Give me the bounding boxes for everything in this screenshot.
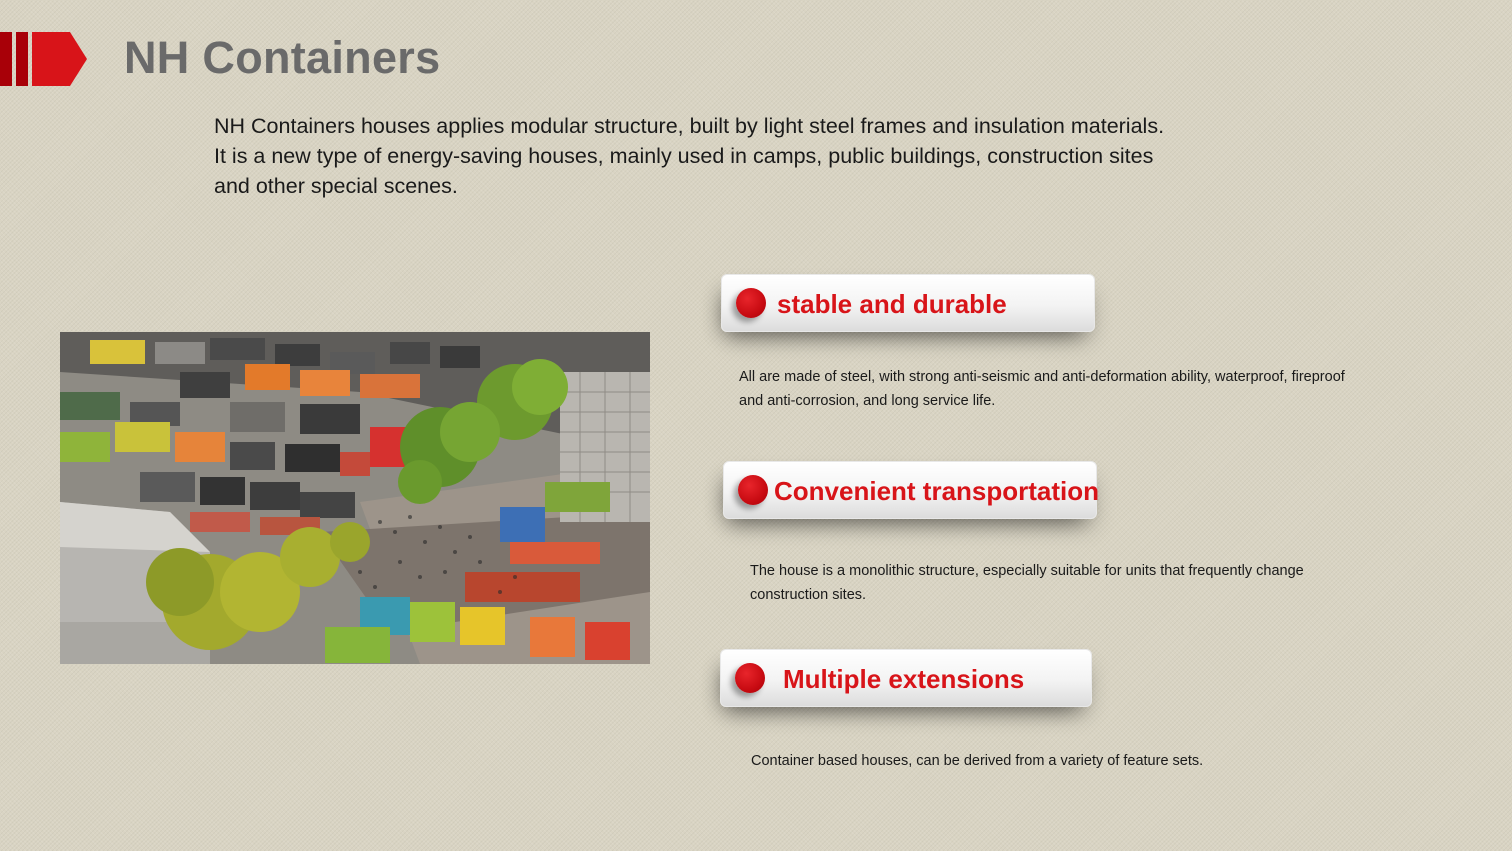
description-line: and anti-corrosion, and long service life. — [739, 393, 996, 409]
container-park-photo — [60, 332, 650, 664]
feature-description — [750, 559, 1410, 607]
feature-title: Multiple extensions — [783, 664, 1025, 694]
description-line: All are made of steel, with strong anti-seismic and anti-deformation ability, waterproof, fireproof — [739, 369, 1345, 385]
bullet-dot-icon — [736, 288, 766, 318]
feature-description — [751, 749, 1411, 773]
intro-line: and other special scenes. — [214, 174, 458, 198]
feature-description — [739, 365, 1439, 413]
intro-line: NH Containers houses applies modular structure, built by light steel frames and insulation materials. — [214, 114, 1165, 138]
intro-paragraph — [214, 111, 1274, 201]
bullet-dot-icon — [735, 663, 765, 693]
feature-pill-multiple-extensions — [720, 649, 1092, 707]
bullet-dot-icon — [738, 475, 768, 505]
feature-pill-stable-durable — [721, 274, 1095, 332]
description-line: Container based houses, can be derived from a variety of feature sets. — [751, 753, 1204, 769]
description-line: construction sites. — [750, 587, 867, 603]
feature-title: stable and durable — [777, 289, 1007, 319]
intro-line: It is a new type of energy-saving houses, mainly used in camps, public buildings, construction sites — [214, 144, 1154, 168]
feature-title: Convenient transportation — [774, 476, 1100, 506]
title-marker-icon — [0, 32, 90, 86]
description-line: The house is a monolithic structure, especially suitable for units that frequently change — [750, 563, 1304, 579]
page-title: NH Containers — [124, 32, 441, 83]
feature-pill-convenient-transportation — [723, 461, 1100, 519]
